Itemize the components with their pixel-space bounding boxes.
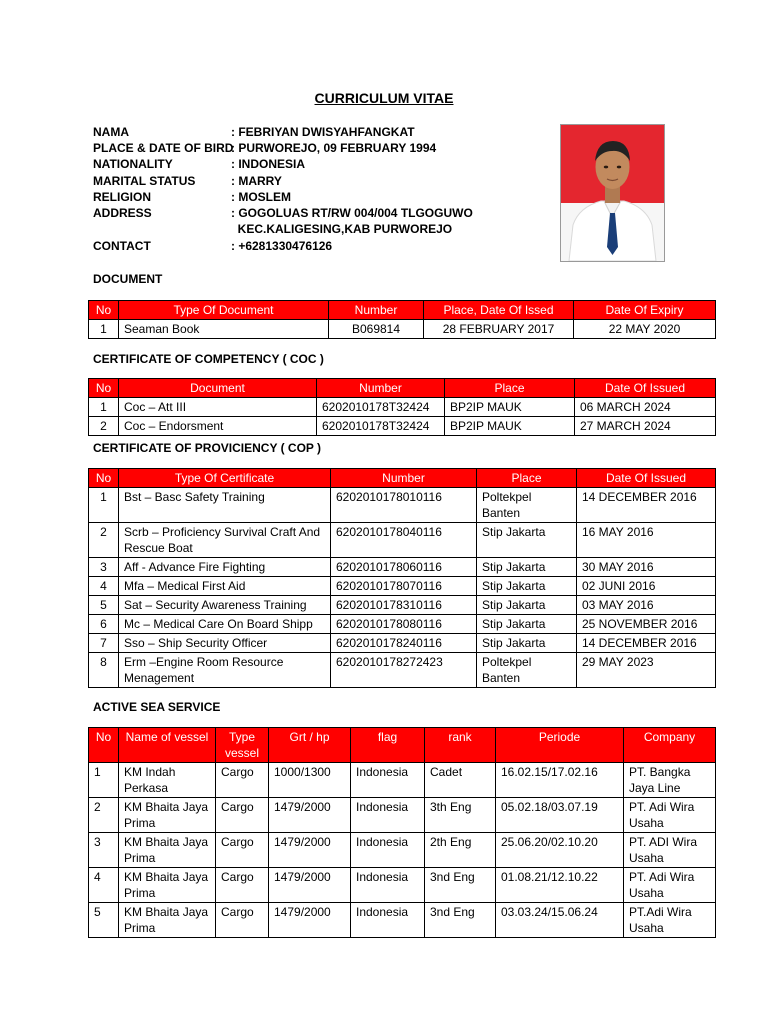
- table-header-row: [89, 301, 716, 320]
- table-cell: Cargo: [216, 763, 269, 798]
- label-address: ADDRESS: [93, 206, 152, 220]
- table-cell: Poltekpel Banten: [477, 488, 577, 523]
- profile-photo: [560, 124, 665, 262]
- table-cell: 30 MAY 2016: [577, 558, 716, 577]
- table-cell: 2: [89, 523, 119, 558]
- column-header: Name of vessel: [119, 728, 216, 763]
- table-cell: 5: [89, 596, 119, 615]
- table-cell: 25 NOVEMBER 2016: [577, 615, 716, 634]
- column-header: Number: [329, 301, 424, 320]
- label-contact: CONTACT: [93, 239, 151, 253]
- table-cell: PT.Adi Wira Usaha: [624, 903, 716, 938]
- section-document: DOCUMENT: [93, 272, 163, 286]
- table-cell: 14 DECEMBER 2016: [577, 634, 716, 653]
- table-cell: Cadet: [425, 763, 496, 798]
- table-cell: Stip Jakarta: [477, 523, 577, 558]
- coc-table: [88, 378, 716, 436]
- table-cell: 01.08.21/12.10.22: [496, 868, 624, 903]
- table-cell: 27 MARCH 2024: [575, 417, 716, 436]
- table-cell: 1: [89, 320, 119, 339]
- table-header-row: [89, 469, 716, 488]
- table-cell: 1000/1300: [269, 763, 351, 798]
- sea-service-table: [88, 727, 716, 938]
- table-header-row: [89, 728, 716, 763]
- table-cell: 6202010178070116: [331, 577, 477, 596]
- table-cell: 1: [89, 398, 119, 417]
- table-cell: Sso – Ship Security Officer: [119, 634, 331, 653]
- table-cell: 29 MAY 2023: [577, 653, 716, 688]
- column-header: flag: [351, 728, 425, 763]
- table-cell: 3: [89, 558, 119, 577]
- table-row: [89, 577, 716, 596]
- table-cell: 28 FEBRUARY 2017: [424, 320, 574, 339]
- table-row: [89, 653, 716, 688]
- table-cell: 3th Eng: [425, 798, 496, 833]
- table-cell: 7: [89, 634, 119, 653]
- table-cell: 5: [89, 903, 119, 938]
- value-marital-status: : MARRY: [231, 174, 282, 188]
- table-cell: 16 MAY 2016: [577, 523, 716, 558]
- table-cell: Stip Jakarta: [477, 634, 577, 653]
- table-cell: KM Indah Perkasa: [119, 763, 216, 798]
- table-cell: 2th Eng: [425, 833, 496, 868]
- table-cell: PT. Adi Wira Usaha: [624, 868, 716, 903]
- table-cell: 6202010178272423: [331, 653, 477, 688]
- table-cell: 2: [89, 798, 119, 833]
- table-cell: 22 MAY 2020: [574, 320, 716, 339]
- column-header: No: [89, 469, 119, 488]
- column-header: Company: [624, 728, 716, 763]
- table-cell: Mc – Medical Care On Board Shipp: [119, 615, 331, 634]
- table-cell: Stip Jakarta: [477, 558, 577, 577]
- table-cell: 4: [89, 868, 119, 903]
- value-contact: : +6281330476126: [231, 239, 333, 253]
- table-row: [89, 320, 716, 339]
- table-cell: B069814: [329, 320, 424, 339]
- label-nama: NAMA: [93, 125, 129, 139]
- table-row: [89, 868, 716, 903]
- table-cell: KM Bhaita Jaya Prima: [119, 798, 216, 833]
- column-header: Place, Date Of Issed: [424, 301, 574, 320]
- table-cell: 02 JUNI 2016: [577, 577, 716, 596]
- table-cell: Aff - Advance Fire Fighting: [119, 558, 331, 577]
- table-row: [89, 488, 716, 523]
- table-cell: 6202010178040116: [331, 523, 477, 558]
- document-title: CURRICULUM VITAE: [314, 90, 454, 106]
- table-cell: 05.02.18/03.07.19: [496, 798, 624, 833]
- table-cell: Poltekpel Banten: [477, 653, 577, 688]
- table-cell: 3nd Eng: [425, 903, 496, 938]
- value-nationality: : INDONESIA: [231, 157, 306, 171]
- column-header: No: [89, 379, 119, 398]
- column-header: Place: [477, 469, 577, 488]
- label-religion: RELIGION: [93, 190, 152, 204]
- table-cell: Indonesia: [351, 763, 425, 798]
- table-cell: 4: [89, 577, 119, 596]
- column-header: No: [89, 301, 119, 320]
- table-cell: 1479/2000: [269, 868, 351, 903]
- table-cell: Indonesia: [351, 868, 425, 903]
- table-cell: 06 MARCH 2024: [575, 398, 716, 417]
- value-birth: : PURWOREJO, 09 FEBRUARY 1994: [231, 141, 437, 155]
- person-icon: [561, 125, 664, 261]
- column-header: Number: [331, 469, 477, 488]
- table-cell: Seaman Book: [119, 320, 329, 339]
- table-cell: Scrb – Proficiency Survival Craft And Rescue Boat: [119, 523, 331, 558]
- table-cell: KM Bhaita Jaya Prima: [119, 868, 216, 903]
- table-cell: 6: [89, 615, 119, 634]
- table-cell: 16.02.15/17.02.16: [496, 763, 624, 798]
- table-cell: PT. Bangka Jaya Line: [624, 763, 716, 798]
- column-header: Date Of Issued: [577, 469, 716, 488]
- table-cell: 1: [89, 763, 119, 798]
- document-table: [88, 300, 716, 339]
- table-cell: 6202010178080116: [331, 615, 477, 634]
- label-birth: PLACE & DATE OF BIRD: [93, 141, 234, 155]
- column-header: Date Of Expiry: [574, 301, 716, 320]
- table-cell: PT. ADI Wira Usaha: [624, 833, 716, 868]
- table-cell: Stip Jakarta: [477, 615, 577, 634]
- table-cell: 03 MAY 2016: [577, 596, 716, 615]
- table-cell: 6202010178010116: [331, 488, 477, 523]
- table-row: [89, 903, 716, 938]
- table-row: [89, 558, 716, 577]
- table-row: [89, 833, 716, 868]
- table-header-row: [89, 379, 716, 398]
- column-header: Document: [119, 379, 317, 398]
- section-sea-service: ACTIVE SEA SERVICE: [93, 700, 221, 714]
- table-cell: PT. Adi Wira Usaha: [624, 798, 716, 833]
- table-cell: 14 DECEMBER 2016: [577, 488, 716, 523]
- table-cell: 3: [89, 833, 119, 868]
- table-cell: Cargo: [216, 798, 269, 833]
- table-cell: Mfa – Medical First Aid: [119, 577, 331, 596]
- table-cell: BP2IP MAUK: [445, 398, 575, 417]
- table-cell: Stip Jakarta: [477, 596, 577, 615]
- value-address: : GOGOLUAS RT/RW 004/004 TLGOGUWO KEC.KALIGESING,KAB PURWOREJO: [231, 206, 473, 236]
- table-cell: KM Bhaita Jaya Prima: [119, 903, 216, 938]
- table-cell: 1479/2000: [269, 903, 351, 938]
- table-cell: Cargo: [216, 903, 269, 938]
- table-cell: Bst – Basc Safety Training: [119, 488, 331, 523]
- column-header: Grt / hp: [269, 728, 351, 763]
- column-header: Number: [317, 379, 445, 398]
- table-cell: 6202010178310116: [331, 596, 477, 615]
- column-header: Type Of Certificate: [119, 469, 331, 488]
- table-row: [89, 634, 716, 653]
- value-nama: : FEBRIYAN DWISYAHFANGKAT: [231, 125, 415, 139]
- table-cell: 25.06.20/02.10.20: [496, 833, 624, 868]
- table-cell: Indonesia: [351, 903, 425, 938]
- table-row: [89, 417, 716, 436]
- table-cell: 2: [89, 417, 119, 436]
- table-cell: 1479/2000: [269, 833, 351, 868]
- table-cell: 8: [89, 653, 119, 688]
- table-row: [89, 615, 716, 634]
- table-cell: Indonesia: [351, 833, 425, 868]
- table-cell: 1: [89, 488, 119, 523]
- cop-table: [88, 468, 716, 688]
- table-cell: BP2IP MAUK: [445, 417, 575, 436]
- column-header: Date Of Issued: [575, 379, 716, 398]
- column-header: Periode: [496, 728, 624, 763]
- table-row: [89, 523, 716, 558]
- table-cell: Cargo: [216, 868, 269, 903]
- table-cell: Coc – Att III: [119, 398, 317, 417]
- table-cell: 03.03.24/15.06.24: [496, 903, 624, 938]
- section-coc: CERTIFICATE OF COMPETENCY ( COC ): [93, 352, 324, 366]
- column-header: Type Of Document: [119, 301, 329, 320]
- table-cell: 3nd Eng: [425, 868, 496, 903]
- table-cell: Indonesia: [351, 798, 425, 833]
- table-row: [89, 763, 716, 798]
- label-nationality: NATIONALITY: [93, 157, 173, 171]
- section-cop: CERTIFICATE OF PROVICIENCY ( COP ): [93, 441, 322, 455]
- table-cell: Sat – Security Awareness Training: [119, 596, 331, 615]
- table-cell: 6202010178T32424: [317, 417, 445, 436]
- column-header: Type vessel: [216, 728, 269, 763]
- table-cell: 6202010178060116: [331, 558, 477, 577]
- table-cell: KM Bhaita Jaya Prima: [119, 833, 216, 868]
- value-religion: : MOSLEM: [231, 190, 291, 204]
- table-cell: Coc – Endorsment: [119, 417, 317, 436]
- table-row: [89, 398, 716, 417]
- column-header: rank: [425, 728, 496, 763]
- table-cell: 6202010178T32424: [317, 398, 445, 417]
- column-header: Place: [445, 379, 575, 398]
- label-marital-status: MARITAL STATUS: [93, 174, 196, 188]
- table-row: [89, 798, 716, 833]
- table-row: [89, 596, 716, 615]
- table-cell: Cargo: [216, 833, 269, 868]
- table-cell: 6202010178240116: [331, 634, 477, 653]
- table-cell: Stip Jakarta: [477, 577, 577, 596]
- table-cell: Erm –Engine Room Resource Menagement: [119, 653, 331, 688]
- table-cell: 1479/2000: [269, 798, 351, 833]
- column-header: No: [89, 728, 119, 763]
